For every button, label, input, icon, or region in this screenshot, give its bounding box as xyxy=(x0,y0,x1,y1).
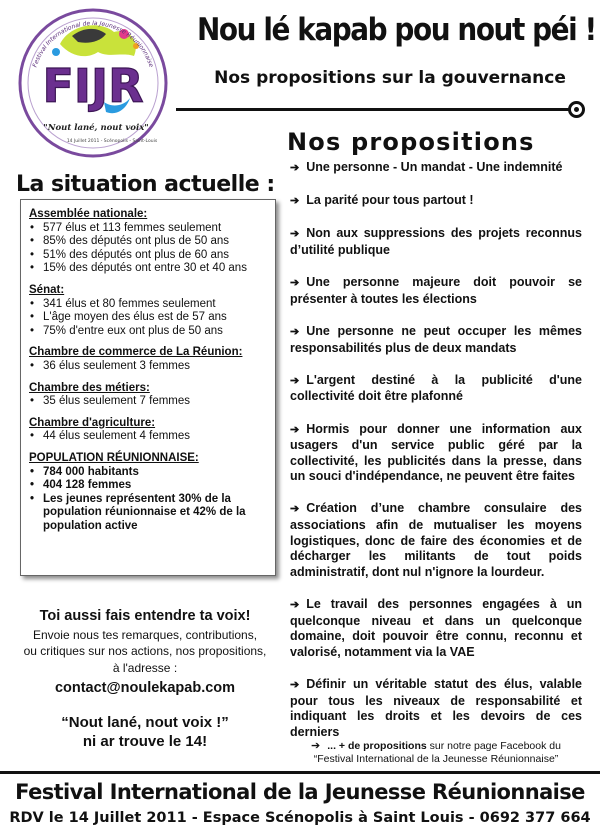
proposition-item xyxy=(290,422,582,485)
logo-date: 14 Juillet 2011 - Scénopolis - Saint-Louis xyxy=(66,139,158,144)
proposition-item xyxy=(290,160,582,177)
section-title: Chambre de commerce de La Réunion: xyxy=(29,346,243,359)
proposition-text: Une personne majeure doit pouvoir se présenter à toutes les élections xyxy=(290,275,582,306)
proposition-item xyxy=(290,275,582,307)
list-item: • 75% d'entre eux ont plus de 50 ans xyxy=(29,325,269,339)
section-chambre-commerce xyxy=(29,346,269,373)
arrow-icon: ➔ xyxy=(290,503,300,516)
sub-headline: Nos propositions sur la gouvernance xyxy=(214,68,566,88)
section-chambre-metiers xyxy=(29,382,269,409)
main-headline: Nou lé kapab pou nout péi ! xyxy=(197,12,596,48)
section-chambre-agriculture xyxy=(29,417,269,444)
proposition-item xyxy=(290,324,582,356)
fijr-logo-graphic xyxy=(12,6,174,161)
list-item: • 85% des députés ont plus de 50 ans xyxy=(29,235,269,249)
list-item: • Les jeunes représentent 30% de la population réunionnaise et 42% de la population active xyxy=(29,493,269,534)
proposition-text: Le travail des personnes engagées à un quelconque niveau et dans un quelconque domaine, doit pouvoir être connu, reconnu et valorisé, notamment via la VAE xyxy=(290,597,582,659)
proposition-item xyxy=(290,226,582,258)
section-title: Sénat: xyxy=(29,283,65,296)
logo-slogan: "Nout lané, nout voix" xyxy=(43,123,149,133)
section-title: Assemblée nationale: xyxy=(29,208,148,220)
footer-title: Festival International de la Jeunesse Réunionnaise xyxy=(15,780,585,804)
list-item: • 784 000 habitants xyxy=(29,466,269,480)
arrow-icon: ➔ xyxy=(290,374,300,387)
list-item: • L'âge moyen des élus est de 57 ans xyxy=(29,311,269,325)
list-item: • 341 élus et 80 femmes seulement xyxy=(29,298,269,312)
proposition-item xyxy=(290,501,582,580)
proposition-text: Une personne - Un mandat - Une indemnité xyxy=(306,160,563,174)
footer-info: RDV le 14 Juillet 2011 - Espace Scénopolis à Saint Louis - 0692 377 664 xyxy=(9,810,591,826)
logo-arc-text: Festival International de la Jeunesse Réunionnaise xyxy=(31,19,155,69)
arrow-icon: ➔ xyxy=(290,423,300,436)
arrow-icon: ➔ xyxy=(290,679,300,691)
proposition-item xyxy=(290,193,582,210)
more-propositions xyxy=(290,740,582,766)
propositions-list xyxy=(290,160,582,757)
cta-line: ou critiques sur nos actions, nos propositions, xyxy=(23,644,267,658)
proposition-text: Définir un véritable statut des élus, valable pour tous les niveaux de responsabilité et indiquant les droits et les devoirs de ces derniers xyxy=(290,677,582,739)
section-assemblee xyxy=(29,208,269,276)
divider-end-circle xyxy=(568,101,585,118)
list-item: • 36 élus seulement 3 femmes xyxy=(29,360,269,374)
call-to-action xyxy=(10,608,280,751)
cta-slogan xyxy=(10,713,280,751)
section-senat xyxy=(29,284,269,338)
arrow-icon: ➔ xyxy=(290,228,300,241)
propositions-title: Nos propositions xyxy=(287,128,535,156)
header-divider xyxy=(176,108,572,111)
contact-email[interactable]: contact@noulekapab.com xyxy=(54,680,236,696)
section-title: POPULATION RÉUNIONNAISE: xyxy=(29,451,199,464)
logo-letters: FIJR xyxy=(42,59,144,113)
situation-box xyxy=(20,199,276,576)
fijr-logo xyxy=(12,6,174,161)
arrow-icon: ➔ xyxy=(311,740,321,752)
arrow-icon: ➔ xyxy=(290,195,300,208)
proposition-text: Une personne ne peut occuper les mêmes responsabilités plus de deux mandats xyxy=(290,323,582,355)
list-item: • 44 élus seulement 4 femmes xyxy=(29,430,269,444)
arrow-icon: ➔ xyxy=(290,325,300,338)
list-item: • 577 élus et 113 femmes seulement xyxy=(29,222,269,236)
list-item: • 15% des députés ont entre 30 et 40 ans xyxy=(29,262,269,276)
more-text: sur notre page Facebook du “Festival International de la Jeunesse Réunionnaise” xyxy=(313,740,561,765)
section-population xyxy=(29,452,269,534)
proposition-item xyxy=(290,677,582,740)
arrow-icon: ➔ xyxy=(290,162,300,174)
arrow-icon: ➔ xyxy=(290,277,300,290)
list-item: • 404 128 femmes xyxy=(29,479,269,493)
proposition-text: Création d’une chambre consulaire des associations afin de mutualiser les moyens logistiques, donc de faire des économies et de décharger les militants de tout poids administratif, dont nul n'ignore la lourdeur. xyxy=(290,501,582,579)
more-link: ... + de propositions xyxy=(327,740,427,752)
list-item: • 35 élus seulement 7 femmes xyxy=(29,395,269,409)
list-item: • 51% des députés ont plus de 60 ans xyxy=(29,249,269,263)
proposition-text: La parité pour tous partout ! xyxy=(306,193,474,208)
cta-line: Envoie nous tes remarques, contributions, xyxy=(32,627,258,642)
section-title: Chambre des métiers: xyxy=(29,381,150,394)
cta-line: à l'adresse : xyxy=(112,660,178,675)
proposition-text: Non aux suppressions des projets reconnus d’utilité publique xyxy=(290,226,582,257)
cta-slogan-line: “Nout lané, nout voix !” xyxy=(61,713,229,731)
footer-divider xyxy=(0,771,600,774)
situation-title: La situation actuelle : xyxy=(16,172,275,197)
arrow-icon: ➔ xyxy=(290,599,300,612)
proposition-text: Hormis pour donner une information aux usagers d'un service public géré par la collectivité, les publicités dans la presse, dans un souci d'indépendance, ne peuvent être faites xyxy=(290,421,582,484)
proposition-item xyxy=(290,597,582,660)
proposition-item xyxy=(290,373,582,405)
proposition-text: L'argent destiné à la publicité d'une collectivité doit être plafonné xyxy=(290,372,582,404)
cta-title: Toi aussi fais entendre ta voix! xyxy=(39,608,251,624)
cta-slogan-line: ni ar trouve le 14! xyxy=(82,732,208,750)
section-title: Chambre d'agriculture: xyxy=(29,416,156,429)
